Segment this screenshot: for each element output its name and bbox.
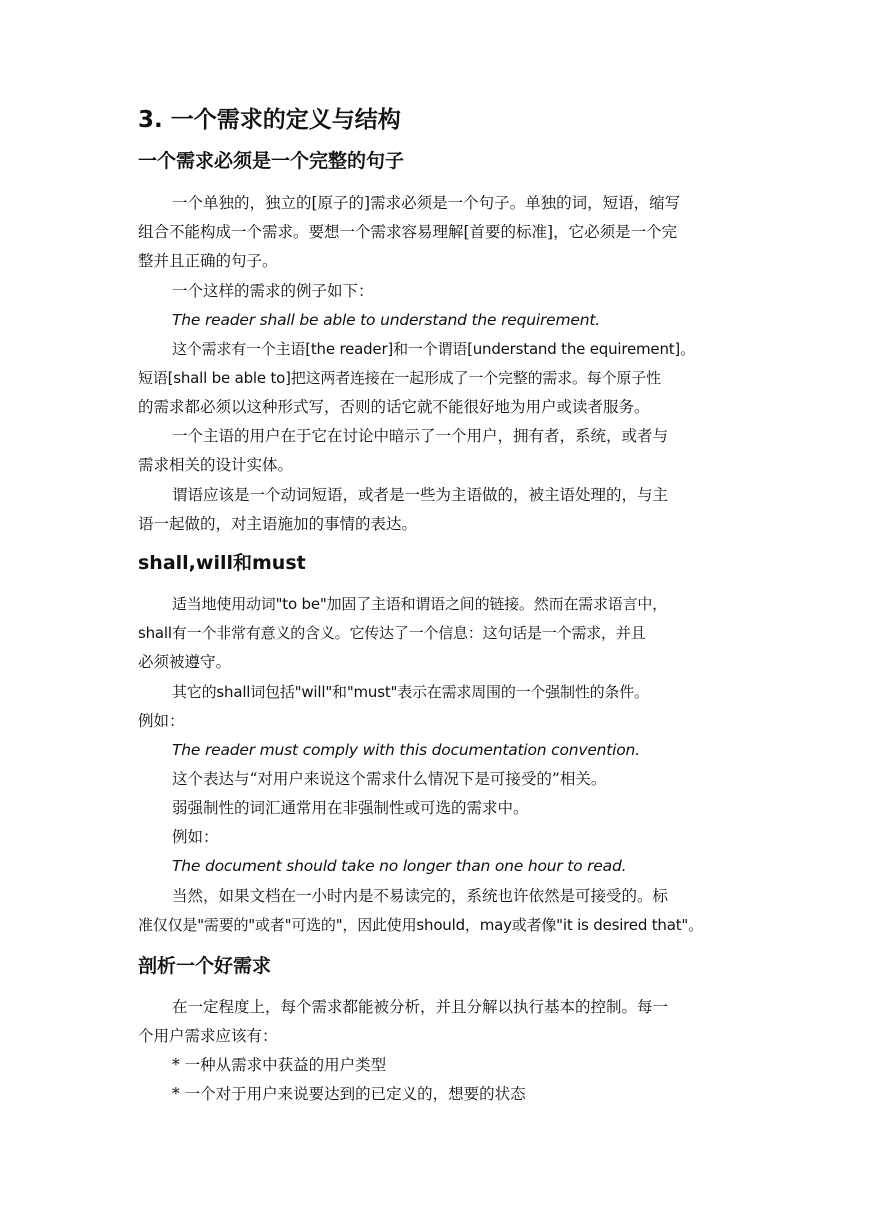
paragraph-line: 一个主语的用户在于它在讨论中暗示了一个用户，拥有者，系统，或者与 [172,427,669,445]
heading-complete-sentence: 一个需求必须是一个完整的句子 [138,150,405,172]
paragraph-line: 一个单独的，独立的[原子的]需求必须是一个句子。单独的词，短语，缩写 [172,194,681,212]
heading-shall-will-must: shall,will和must [138,552,306,574]
paragraph-line: 组合不能构成一个需求。要想一个需求容易理解[首要的标准]，它必须是一个完 [138,223,678,241]
paragraph-line: 弱强制性的词汇通常用在非强制性或可选的需求中。 [172,799,529,817]
paragraph-line: 需求相关的设计实体。 [138,456,294,474]
paragraph-line: 个用户需求应该有： [138,1027,278,1045]
paragraph-line: 这个需求有一个主语[the reader]和一个谓语[understand the equirement]。 [172,340,695,358]
paragraph-line: 这个表达与“对用户来说这个需求什么情况下是可接受的”相关。 [172,770,607,788]
paragraph-line: 在一定程度上，每个需求都能被分析，并且分解以执行基本的控制。每一 [172,998,669,1016]
paragraph-line: 例如： [138,712,185,730]
bullet-item: * 一个对于用户来说要达到的已定义的，想要的状态 [172,1085,526,1103]
example-sentence: The reader shall be able to understand the requirement. [172,311,600,329]
section-title: 3. 一个需求的定义与结构 [138,107,401,133]
paragraph-line: 必须被遵守。 [138,653,232,671]
example-sentence: The document should take no longer than one hour to read. [172,857,627,875]
paragraph-line: 一个这样的需求的例子如下： [172,282,374,300]
paragraph-line: 当然，如果文档在一小时内是不易读完的，系统也许依然是可接受的。标 [172,887,669,905]
paragraph-line: 例如： [172,828,219,846]
heading-anatomy-good-requirement: 剖析一个好需求 [138,955,272,977]
paragraph-line: 准仅仅是"需要的"或者"可选的"，因此使用should，may或者像"it is desired that"。 [138,916,703,934]
paragraph-line: 整并且正确的句子。 [138,252,278,270]
paragraph-line: 适当地使用动词"to be"加固了主语和谓语之间的链接。然而在需求语言中， [172,595,667,613]
paragraph-line: 其它的shall词包括"will"和"must"表示在需求周围的一个强制性的条件。 [172,683,649,701]
example-sentence: The reader must comply with this documentation convention. [172,741,640,759]
paragraph-line: 语一起做的，对主语施加的事情的表达。 [138,515,418,533]
paragraph-line: 谓语应该是一个动词短语，或者是一些为主语做的，被主语处理的，与主 [172,486,669,504]
paragraph-line: shall有一个非常有意义的含义。它传达了一个信息：这句话是一个需求，并且 [138,624,646,642]
paragraph-line: 的需求都必须以这种形式写，否则的话它就不能很好地为用户或读者服务。 [138,398,650,416]
paragraph-line: 短语[shall be able to]把这两者连接在一起形成了一个完整的需求。每个原子性 [138,369,661,387]
bullet-item: * 一种从需求中获益的用户类型 [172,1056,387,1074]
